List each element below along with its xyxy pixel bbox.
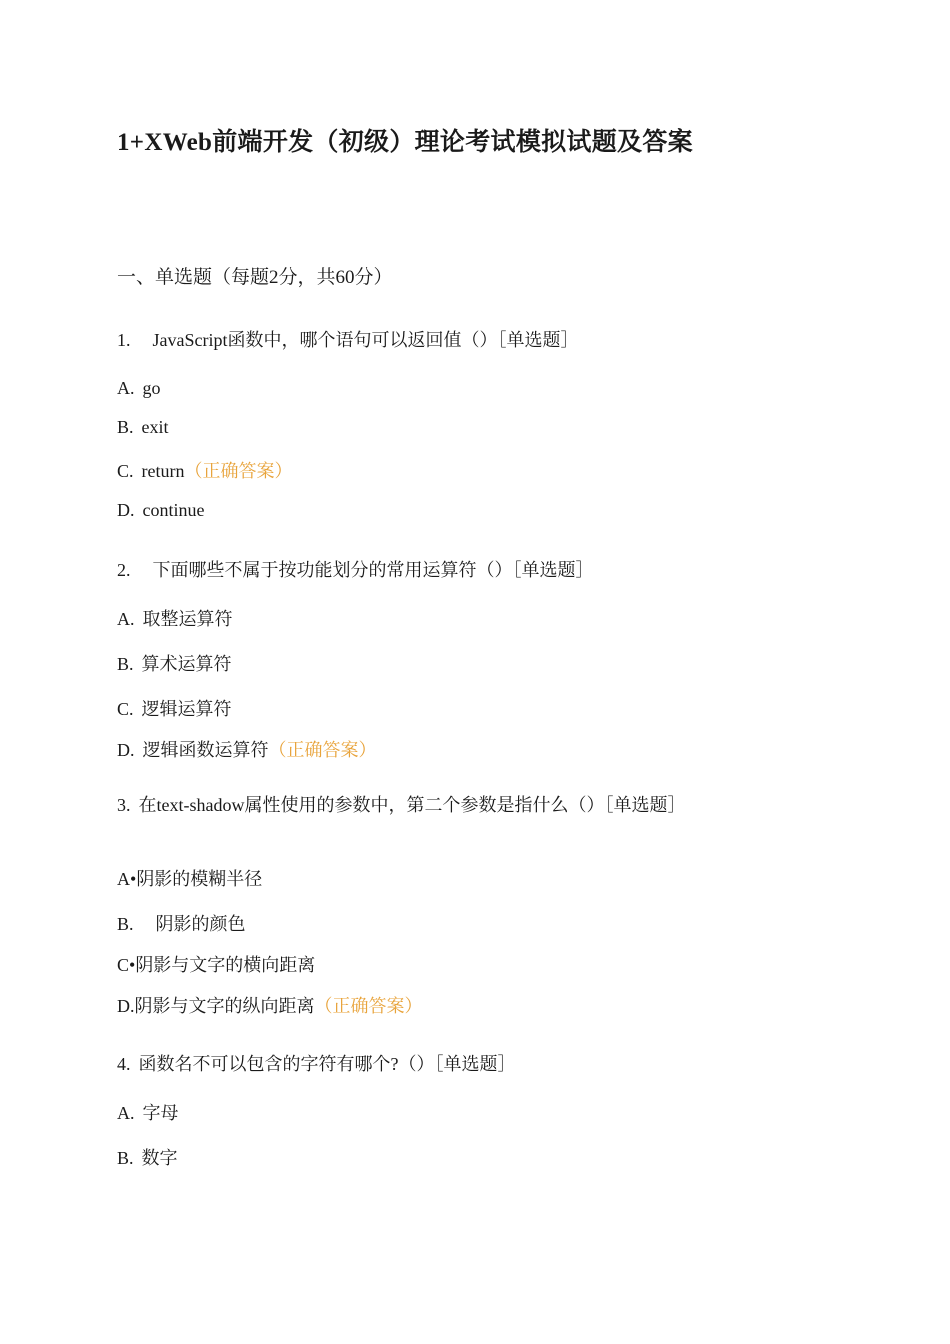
option-1c — [117, 457, 293, 483]
option-4a — [117, 1099, 179, 1125]
option-text: 逻辑函数运算符 — [142, 740, 269, 760]
section-header: 一、单选题（每题2分，共60分） — [117, 267, 393, 288]
option-text: 阴影的模糊半径 — [136, 869, 263, 889]
option-text: 阴影与文字的横向距离 — [135, 955, 316, 975]
option-text: 阴影与文字的纵向距离 — [134, 996, 315, 1016]
question-text: JavaScript函数中，哪个语句可以返回值（）［单选题］ — [152, 330, 579, 350]
option-label: B. — [117, 914, 134, 934]
option-label: A. — [117, 378, 135, 398]
option-3c — [117, 951, 315, 977]
option-label: C. — [117, 461, 134, 481]
option-label: D. — [117, 740, 135, 760]
option-label: A• — [117, 869, 137, 889]
option-text: 字母 — [142, 1103, 179, 1123]
option-label: B. — [117, 654, 134, 674]
option-text: exit — [141, 417, 169, 437]
option-text: 阴影的颜色 — [155, 914, 246, 934]
option-label: B. — [117, 1148, 134, 1168]
option-2b — [117, 650, 232, 676]
question-2 — [117, 556, 594, 582]
option-label: A. — [117, 1103, 135, 1123]
question-text: 函数名不可以包含的字符有哪个?（）［单选题］ — [138, 1054, 516, 1074]
option-text: continue — [142, 500, 205, 520]
question-number: 1. — [117, 330, 131, 350]
option-2c — [117, 695, 232, 721]
option-1b — [117, 417, 169, 438]
option-text: 算术运算符 — [141, 654, 232, 674]
option-label: D. — [117, 996, 135, 1016]
correct-answer-mark: （正确答案） — [314, 996, 423, 1016]
option-label: A. — [117, 609, 135, 629]
question-number: 2. — [117, 560, 131, 580]
option-1d — [117, 500, 204, 521]
option-text: 取整运算符 — [142, 609, 233, 629]
question-number: 4. — [117, 1054, 131, 1074]
correct-answer-mark: （正确答案） — [268, 740, 377, 760]
option-3d — [117, 992, 423, 1018]
option-label: C• — [117, 955, 136, 975]
question-text: 下面哪些不属于按功能划分的常用运算符（）［单选题］ — [152, 560, 594, 580]
question-number: 3. — [117, 795, 131, 815]
option-text: 数字 — [141, 1148, 178, 1168]
option-text: return — [141, 461, 185, 481]
option-label: B. — [117, 417, 134, 437]
option-1a — [117, 378, 161, 399]
question-1 — [117, 326, 578, 352]
correct-answer-mark: （正确答案） — [184, 461, 293, 481]
option-3b — [117, 910, 246, 936]
option-2d — [117, 736, 377, 762]
option-4b — [117, 1144, 178, 1170]
option-text: go — [142, 378, 161, 398]
option-label: C. — [117, 699, 134, 719]
option-3a — [117, 865, 262, 891]
question-text: 在text-shadow属性使用的参数中，第二个参数是指什么（）［单选题］ — [138, 795, 686, 815]
page-title: 1+XWeb前端开发（初级）理论考试模拟试题及答案 — [117, 129, 693, 156]
option-2a — [117, 605, 233, 631]
option-label: D. — [117, 500, 135, 520]
question-3 — [117, 793, 757, 817]
question-4 — [117, 1050, 516, 1076]
option-text: 逻辑运算符 — [141, 699, 232, 719]
